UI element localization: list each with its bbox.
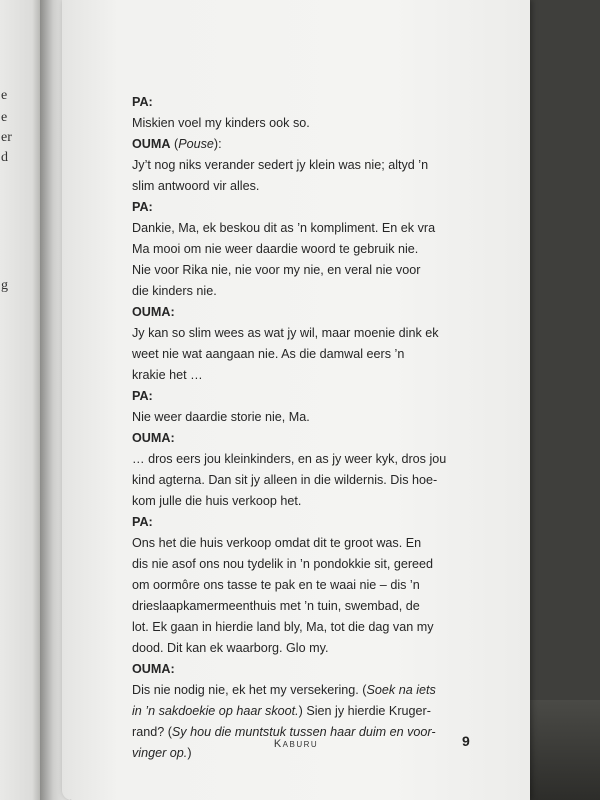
dialogue-text: Jy kan so slim wees as wat jy wil, maar moenie dink ek — [132, 326, 439, 340]
dialogue-text: kind agterna. Dan sit jy alleen in die wildernis. Dis hoe- — [132, 473, 438, 487]
dialogue-text: Nie weer daardie storie nie, Ma. — [132, 410, 310, 424]
speaker-line — [132, 92, 512, 113]
dialogue-text: Ons het die huis verkoop omdat dit te groot was. En — [132, 536, 422, 550]
running-footer-title: Kaburu — [273, 738, 319, 750]
speaker-name: PA: — [132, 389, 153, 403]
speaker-name: PA: — [132, 200, 153, 214]
dialogue-text: Dis nie nodig nie, ek het my versekering. ( — [132, 683, 367, 697]
dialogue-line — [132, 575, 512, 596]
stage-direction: Pouse — [178, 137, 214, 151]
dialogue-text: Nie voor Rika nie, nie voor my nie, en veral nie voor — [132, 263, 421, 277]
dialogue-text: ) — [187, 746, 192, 760]
dialogue-line — [132, 281, 512, 302]
dialogue-text: dood. Dit kan ek waarborg. Glo my. — [132, 641, 329, 655]
dialogue-text: ) Sien jy hierdie Kruger- — [298, 704, 431, 718]
dialogue-line — [132, 134, 512, 155]
dialogue-text: Jy’t nog niks verander sedert jy klein was nie; altyd ’n — [132, 158, 429, 172]
dialogue-text: ( — [170, 137, 179, 151]
speaker-line — [132, 428, 512, 449]
speaker-line — [132, 302, 512, 323]
dialogue-line — [132, 617, 512, 638]
dialogue-text: die kinders nie. — [132, 284, 217, 298]
dialogue-line — [132, 533, 512, 554]
speaker-name: PA: — [132, 95, 153, 109]
left-page-fragment: er — [1, 130, 12, 145]
dialogue-text: kom julle die huis verkoop het. — [132, 494, 302, 508]
dialogue-text: weet nie wat aangaan nie. As die damwal eers ’n — [132, 347, 405, 361]
dialogue-line — [132, 407, 512, 428]
dialogue-text: ): — [213, 137, 222, 151]
dialogue-line — [132, 596, 512, 617]
dialogue-line — [132, 344, 512, 365]
dialogue-text: lot. Ek gaan in hierdie land bly, Ma, tot die dag van my — [132, 620, 434, 634]
dialogue-line — [132, 323, 512, 344]
stage-direction: Sy hou die muntstuk tussen haar duim en voor- — [171, 725, 436, 739]
left-page-fragment: d — [1, 150, 8, 165]
dialogue-text: dis nie asof ons nou tydelik in ’n pondokkie sit, gereed — [132, 557, 434, 571]
dialogue-line — [132, 491, 512, 512]
dialogue-text: Ma mooi om nie weer daardie woord te gebruik nie. — [132, 242, 419, 256]
dialogue-line — [132, 239, 512, 260]
speaker-name: OUMA: — [132, 431, 175, 445]
dialogue-line — [132, 470, 512, 491]
speaker-name: OUMA: — [132, 662, 175, 676]
dialogue-text: om oormôre ons tasse te pak en te waai nie – dis ’n — [132, 578, 420, 592]
dialogue-line — [132, 260, 512, 281]
dialogue-line — [132, 701, 512, 722]
left-page-fragment: e — [1, 88, 8, 103]
dialogue-text: slim antwoord vir alles. — [132, 179, 260, 193]
speaker-line — [132, 386, 512, 407]
dialogue-line — [132, 218, 512, 239]
dialogue-text: rand? ( — [132, 725, 172, 739]
dialogue-text: … dros eers jou kleinkinders, en as jy weer kyk, dros jou — [132, 452, 447, 466]
speaker-name: OUMA: — [132, 305, 175, 319]
left-page-edge — [0, 0, 40, 800]
speaker-line — [132, 512, 512, 533]
dialogue-line — [132, 554, 512, 575]
script-text — [132, 92, 512, 764]
stage-direction: vinger op. — [132, 746, 188, 760]
dialogue-text: Miskien voel my kinders ook so. — [132, 116, 310, 130]
dialogue-line — [132, 176, 512, 197]
left-page-fragment: g — [1, 278, 8, 293]
speaker-name: OUMA — [132, 137, 171, 151]
stage-direction: in ’n sakdoekie op haar skoot. — [132, 704, 299, 718]
dialogue-line — [132, 365, 512, 386]
dialogue-line — [132, 155, 512, 176]
page-number: 9 — [462, 733, 470, 749]
stage-direction: Soek na iets — [366, 683, 436, 697]
speaker-line — [132, 197, 512, 218]
dialogue-text: krakie het … — [132, 368, 203, 382]
speaker-name: PA: — [132, 515, 153, 529]
left-page-fragment: e — [1, 110, 8, 125]
dialogue-text: drieslaapkamermeenthuis met ’n tuin, swembad, de — [132, 599, 420, 613]
dialogue-line — [132, 638, 512, 659]
book-page — [62, 0, 530, 800]
dialogue-line — [132, 449, 512, 470]
dialogue-line — [132, 113, 512, 134]
speaker-line — [132, 659, 512, 680]
dialogue-line — [132, 680, 512, 701]
dialogue-text: Dankie, Ma, ek beskou dit as ’n kompliment. En ek vra — [132, 221, 436, 235]
